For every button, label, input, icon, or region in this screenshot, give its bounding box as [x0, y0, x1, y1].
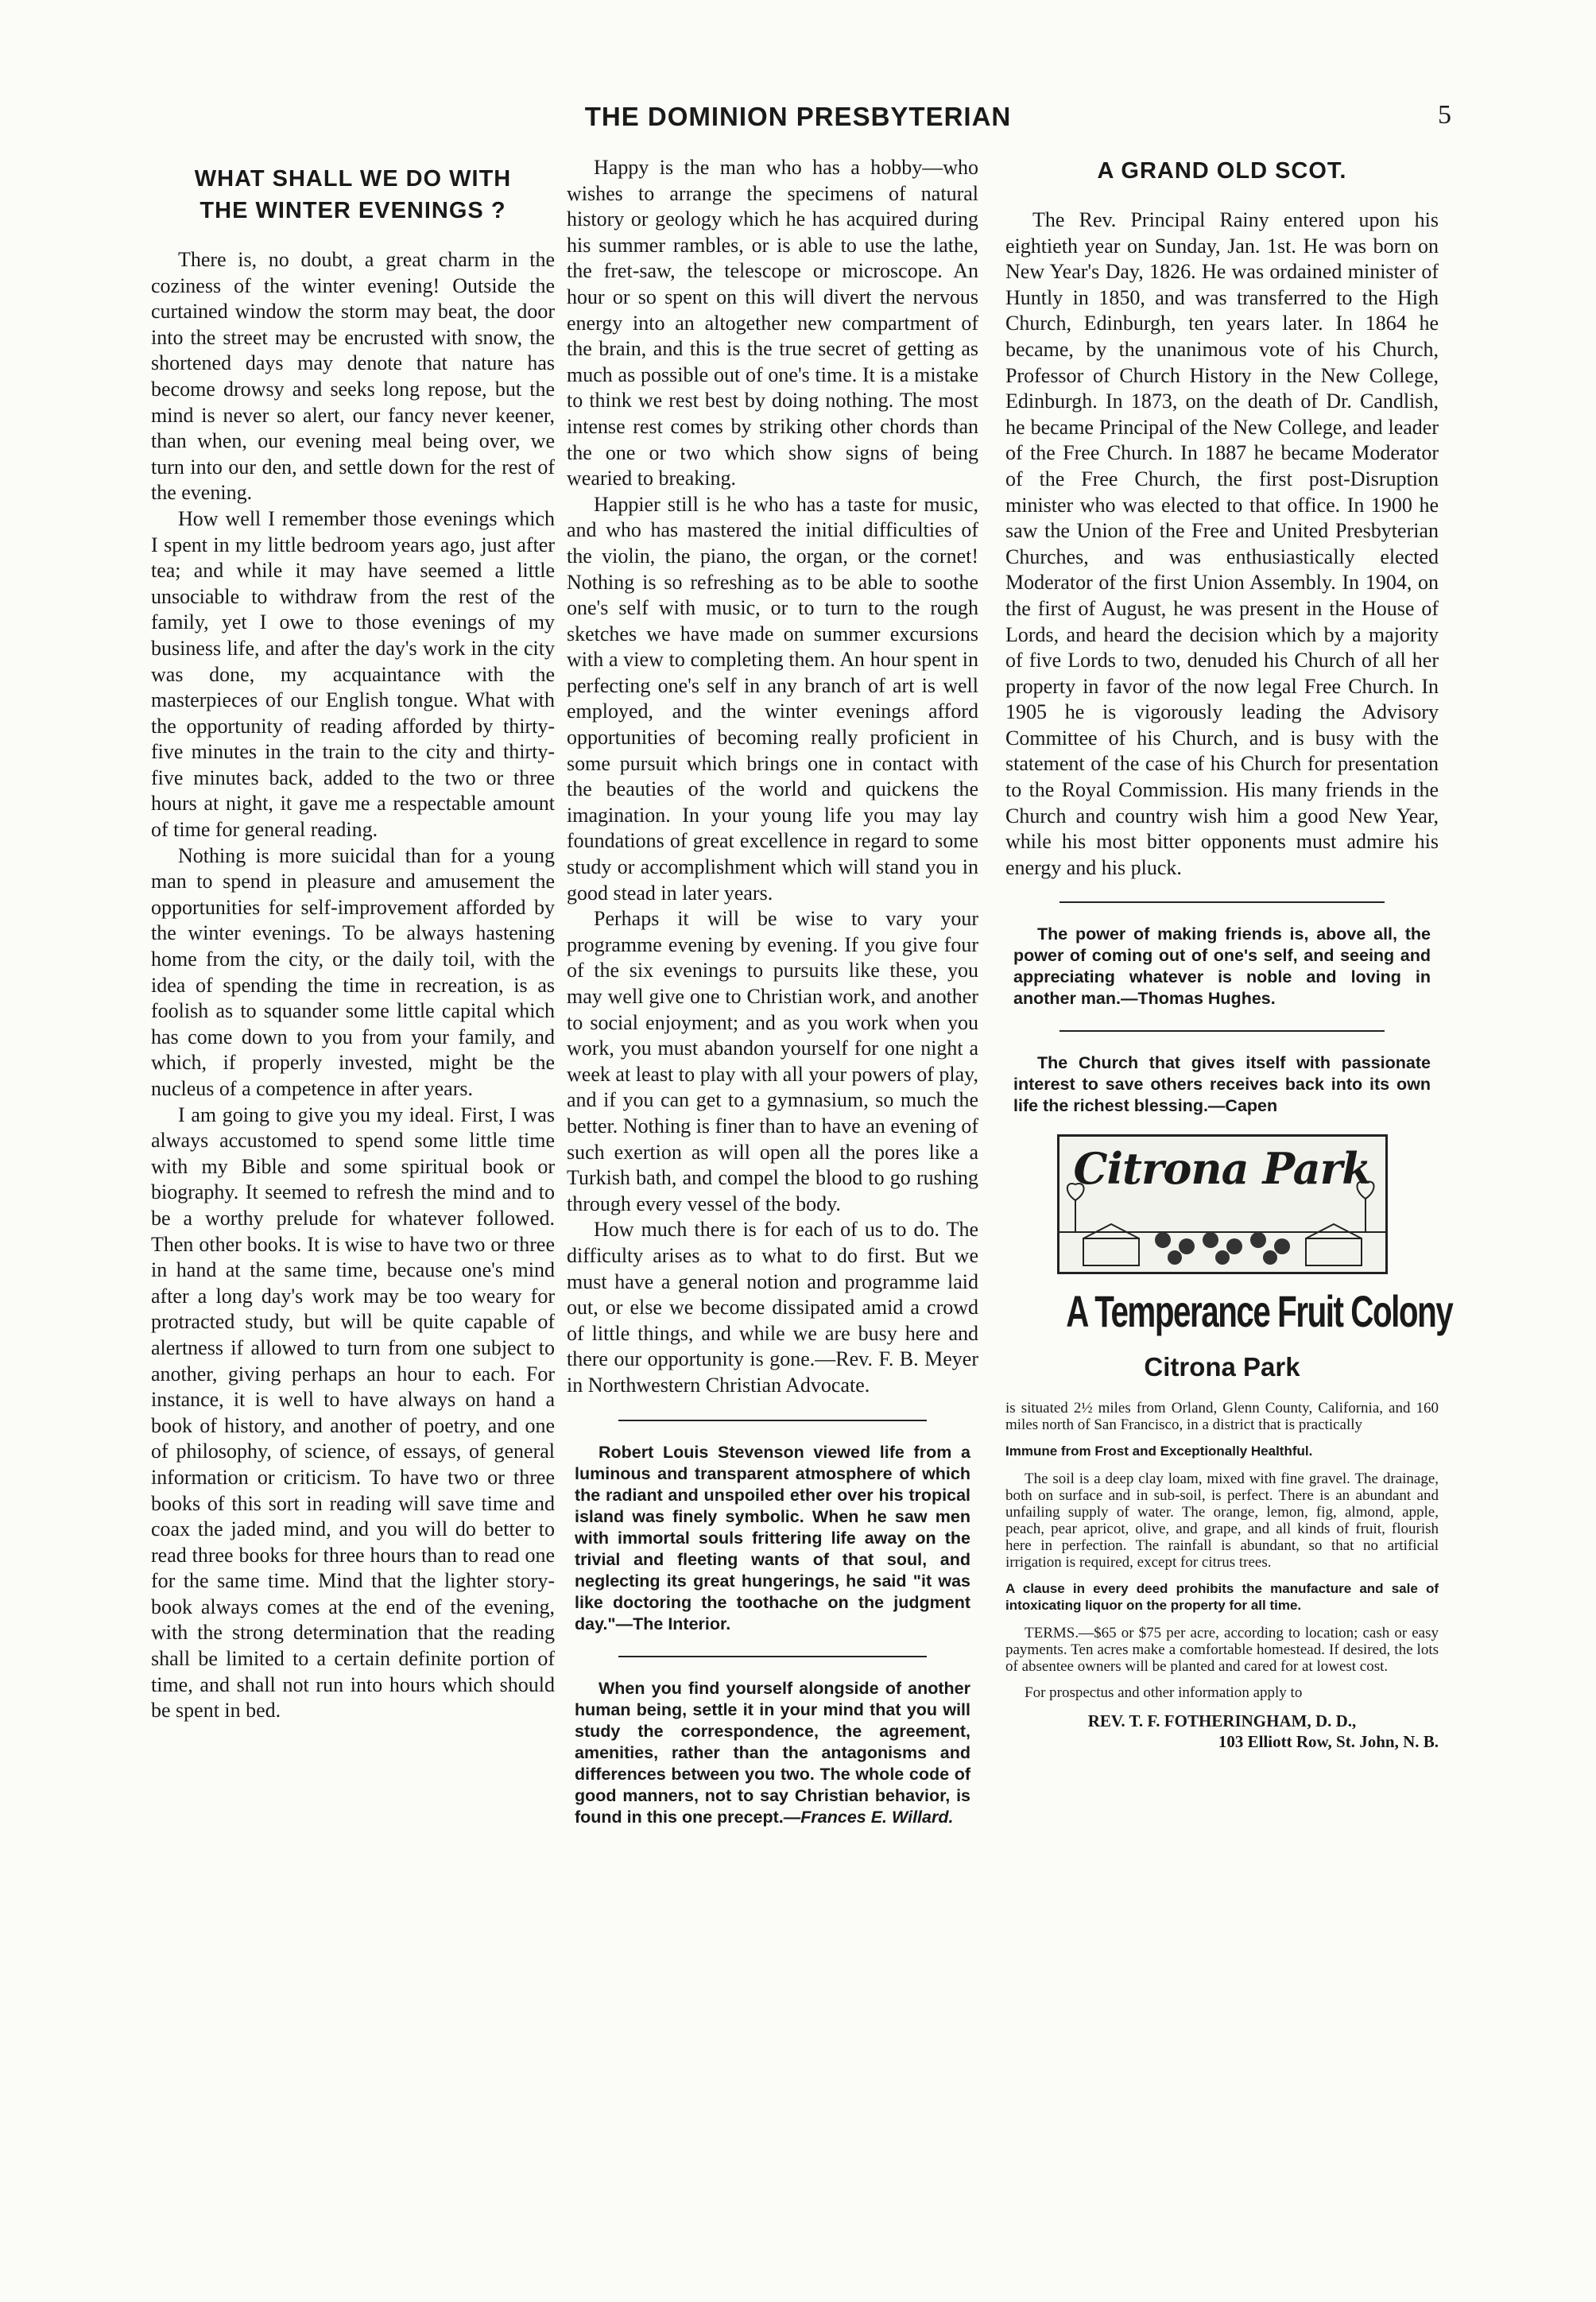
article-title-winter-evenings	[151, 163, 555, 227]
ad-location: is situated 2½ miles from Orland, Glenn County, California, and 160 miles north of San Francisco, in a district that is practically	[1005, 1400, 1439, 1434]
quote-hughes: The power of making friends is, above all, the power of coming out of one's self, and seeing and appreciating whatever is noble and loving in another man.—Thomas Hughes.	[1013, 924, 1431, 1009]
page-header-title: THE DOMINION PRESBYTERIAN	[584, 102, 1012, 131]
ad-prospectus: For prospectus and other information apply to	[1025, 1684, 1303, 1702]
ad-headline: A Temperance Fruit Colony	[1066, 1286, 1453, 1337]
ad-subhead: Citrona Park	[1144, 1352, 1300, 1382]
article-paragraph: I am going to give you my ideal. First, I was always accustomed to spend some little time with my Bible and some spiritual book or biography. It seemed to refresh the mind and to be a worthy prelude for whatever followed. Then other books. It is wise to have two or three in hand at the same time, because one's mind after a long day's work may be too weary for protracted study, but will be quite capable of alertness if allowed to turn from one subject to another, giving perhaps an hour to each. For instance, it is well to have always on hand a book of history, and another of poetry, and one of philosophy, of science, of essays, of general information or criticism. To have two or three books of this sort in reading will save time and coax the jaded mind, and you will do better to read three books for three hours than to read one for the same time. Mind that the lighter story-book always comes at the end of the evening, with the strong determination that the reading shall be limited to a certain definite portion of time, and shall not run into hours which should be spent in bed.	[151, 1103, 555, 1723]
column-3	[1005, 155, 1453, 1752]
ad-contact-name: REV. T. F. FOTHERINGHAM, D. D.,	[1087, 1711, 1357, 1731]
article-title-line: THE WINTER EVENINGS ?	[200, 198, 506, 223]
article-title-grand-old-scot: A GRAND OLD SCOT.	[1097, 158, 1347, 184]
column-1	[151, 155, 555, 1724]
quote-stevenson: Robert Louis Stevenson viewed life from a luminous and transparent atmosphere of which the radiant and unspoiled ether over his tropical island was finely symbolic. When he saw men with immortal souls frittering life away on the trivial and fleeting wants of that soul, and neglecting its great hungerings, he said "it was like doctoring the toothache on the judgment day."—The Interior.	[575, 1442, 970, 1633]
quote-attribution: —Frances E. Willard.	[783, 1807, 954, 1827]
article-paragraph: There is, no doubt, a great charm in the coziness of the winter evening! Outside the curtained window the storm may beat, the door into the street may be encrusted with snow, the shortened days may denote that nature has become drowsy and seeks long repose, but the mind is never so alert, our fancy never keener, than when, our evening meal being over, we turn into our den, and settle down for the rest of the evening.	[151, 248, 555, 505]
article-paragraph: Nothing is more suicidal than for a young man to spend in pleasure and amusement the opportunities for self-improvement afforded by the winter evenings. To be always hastening home from the city, or the daily toil, with the idea of spending the time in recreation, is as foolish as to squander some little capital which has come down to you from your family, and which, if properly invested, might be the nucleus of a competence in after years.	[151, 843, 555, 1100]
ad-contact-address: 103 Elliott Row, St. John, N. B.	[1218, 1732, 1439, 1752]
quote-capen: The Church that gives itself with passionate interest to save others receives back into its own life the richest blessing.—Capen	[1013, 1053, 1431, 1116]
article-paragraph: Happy is the man who has a hobby—who wishes to arrange the specimens of natural history or geology which he has acquired during his summer rambles, or is able to use the lathe, the fret-saw, the telescope or microscope. An hour or so spent on this will divert the nervous energy into an altogether new compartment of the brain, and this is the true secret of getting as much as possible out of one's time. It is a mistake to think we rest best by doing nothing. The most intense rest comes by striking other chords than the one or two which show signs of being wearied to breaking.	[567, 156, 978, 490]
article-paragraph: The Rev. Principal Rainy entered upon his eightieth year on Sunday, Jan. 1st. He was born on New Year's Day, 1826. He was ordained minister of Huntly in 1850, and was transferred to the High Church, Edinburgh, ten years later. In 1864 he became, by the unanimous vote of his Church, Professor of Church History in the New College, Edinburgh. In 1873, on the death of Dr. Candlish, he became Principal of the New College, and leader of the Free Church. In 1887 he became Moderator of the Free Church, the first post-Disruption minister who was elected to that office. In 1900 he saw the Union of the Free and United Presbyterian Churches, and was enthusiastically elected Moderator of the first Union Assembly. In 1904, on the first of August, he was present in the House of Lords, and heard the decision which by a majority of five Lords to two, denuded his Church of all her property in favor of the now legal Free Church. In 1905 he is vigorously leading the Advisory Committee of his Church, and is busy with the statement of the case of his Church for presentation to the Royal Commission. His many friends in the Church and country wish him a good New Year, while his most bitter opponents must admire his energy and his pluck.	[1005, 208, 1439, 879]
divider	[618, 1420, 928, 1421]
divider	[1059, 1030, 1385, 1032]
quote-text: When you find yourself alongside of another human being, settle it in your mind that you will study the correspondence, the agreement, amenities, rather than the antagonisms and differences between you two. The whole code of good manners, not to say Christian behavior, is found in this one precept.	[575, 1678, 970, 1827]
ad-soil: The soil is a deep clay loam, mixed with fine gravel. The drainage, both on surface and in sub-soil, is perfect. There is an abundant and unfailing supply of water. The orange, lemon, fig, almond, apple, peach, pear apricot, olive, and grape, and all kinds of fruit, flourish here in perfection. The rainfall is abundant, so that no artificial irrigation is required, except for citrus trees.	[1005, 1471, 1439, 1571]
divider	[618, 1656, 928, 1657]
article-title-line: WHAT SHALL WE DO WITH	[194, 166, 512, 192]
divider	[1059, 901, 1385, 903]
quote-willard	[575, 1678, 970, 1828]
ad-terms: TERMS.—$65 or $75 per acre, according to location; cash or easy payments. Ten acres make a comfortable homestead. If desired, the lots of absentee owners will be planted and cared for at lowest cost.	[1005, 1625, 1439, 1676]
ad-immune: Immune from Frost and Exceptionally Healthful.	[1005, 1444, 1313, 1459]
article-paragraph: How well I remember those evenings which I spent in my little bedroom years ago, just after tea; and while it may have seemed a little unsociable to withdraw from the rest of the family, yet I owe to those evenings of my business life, and after the day's work in the city was done, my acquaintance with the masterpieces of our English tongue. What with the opportunity of reading afforded by thirty-five minutes in the train to the city and thirty-five minutes back, added to the two or three hours at night, it gave me a respectable amount of time for general reading.	[151, 506, 555, 842]
article-paragraph: Perhaps it will be wise to vary your programme evening by evening. If you give four of the six evenings to pursuits like these, you may well give one to Christian work, and another to social enjoyment; and as you work when you work, you must abandon yourself for one night a week at least to play with all your powers of play, and if you can get to a gymnasium, so much the better. Nothing is finer than to have an evening of such exertion as will open all the pores like a Turkish bath, and compel the blood to go rushing through every vessel of the body.	[567, 907, 978, 1215]
article-paragraph: Happier still is he who has a taste for music, and who has mastered the initial difficulties of the violin, the piano, the organ, or the cornet! Nothing is so refreshing as to be able to soothe one's self with music, or to turn to the rough sketches we have made on summer excursions with a view to completing them. An hour spent in perfecting one's self in any branch of art is well employed, and the winter evenings afford opportunities of becoming really proficient in some pursuit which brings one in contact with the beauties of the world and quickens the imagination. In your young life you may lay foundations of great excellence in regard to some study or accomplishment which will stand you in good stead in later years.	[567, 492, 978, 905]
logo-text: Citrona Park	[1073, 1143, 1371, 1195]
article-paragraph: How much there is for each of us to do. The difficulty arises as to what to do first. But we must have a general notion and programme laid out, or else we become dissipated amid a crowd of little things, and while we are busy here and there our opportunity is gone.—Rev. F. B. Meyer in Northwestern Christian Advocate.	[567, 1218, 978, 1397]
column-2	[567, 155, 978, 1828]
citrona-park-logo	[1057, 1134, 1388, 1274]
page-number: 5	[1438, 100, 1451, 130]
ad-clause: A clause in every deed prohibits the manufacture and sale of intoxicating liquor on the property for all time.	[1005, 1581, 1439, 1614]
